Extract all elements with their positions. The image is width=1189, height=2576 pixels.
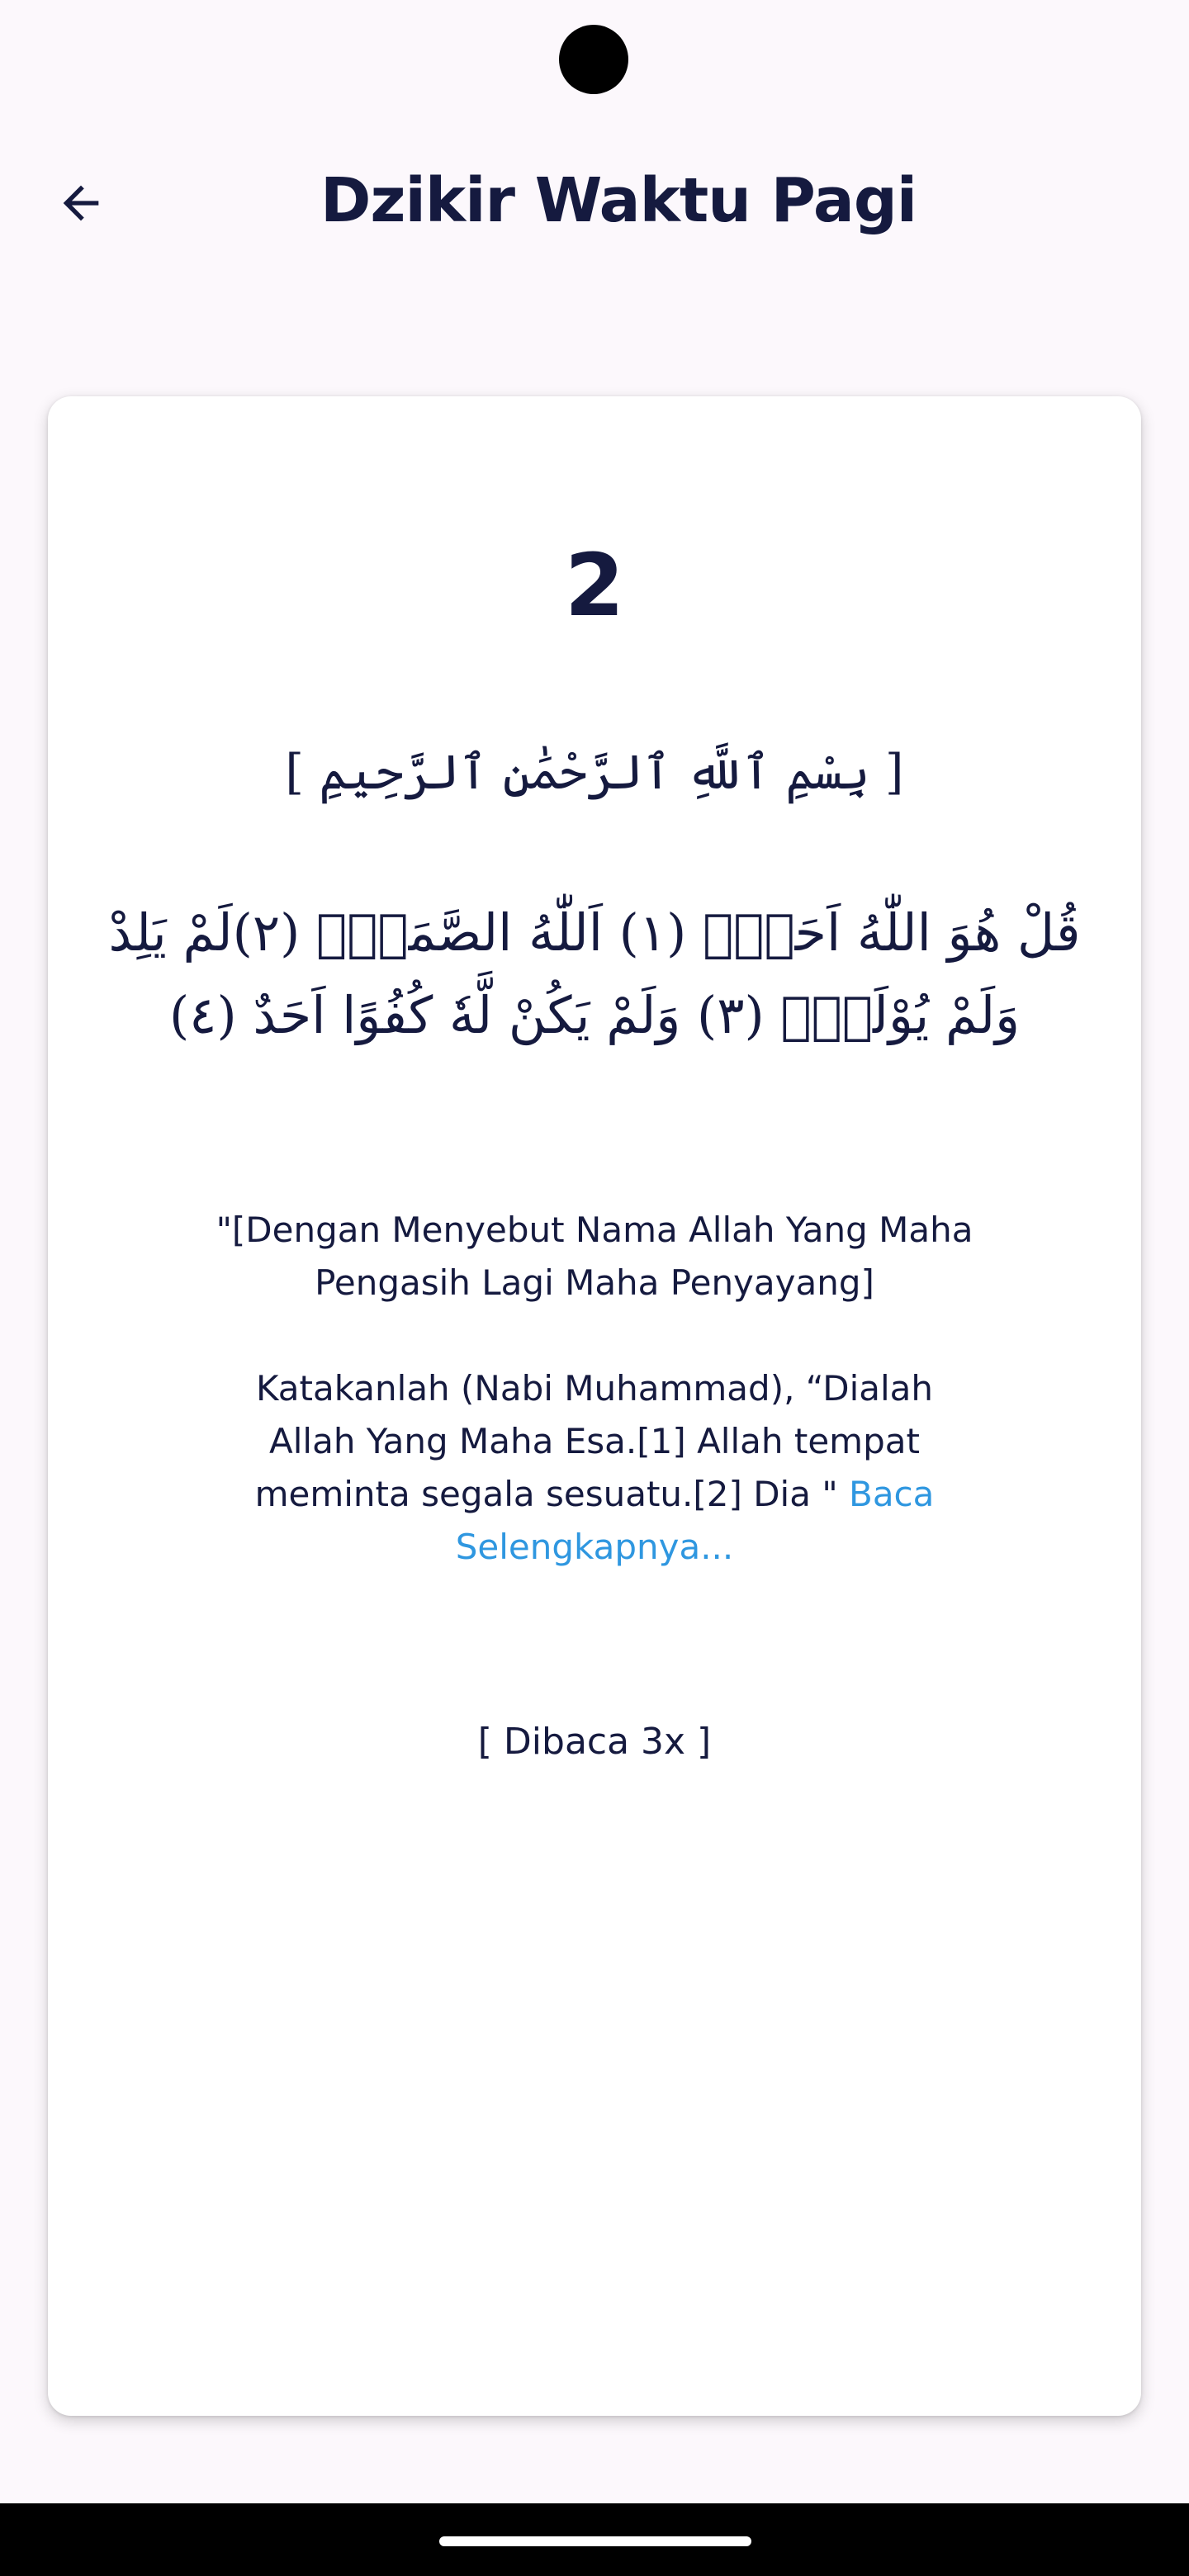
arrow-left-icon xyxy=(54,177,107,230)
dzikir-number: 2 xyxy=(564,535,625,636)
status-bar xyxy=(0,0,1189,124)
dzikir-card xyxy=(48,396,1141,2416)
home-indicator[interactable] xyxy=(439,2536,751,2546)
translation-text xyxy=(213,1204,976,1574)
arabic-basmala: [ بِسْمِ ٱللَّهِ ٱلرَّحْمَٰنِ ٱلرَّحِيمِ ] xyxy=(285,744,904,800)
camera-cutout xyxy=(559,25,628,94)
translation-paragraph xyxy=(213,1362,976,1574)
read-more-link[interactable]: Baca Selengkapnya... xyxy=(455,1474,935,1567)
arabic-verse: قُلْ هُوَ اللّٰهُ اَحَدٌۚ (١) اَللّٰهُ الصَّمَدُۚ (٢)لَمْ يَلِدْ وَلَمْ يُوْلَدْۙ (٣) وَلَمْ يَكُنْ لَّهٗ كُفُوًا اَحَدٌ (٤) xyxy=(108,902,1081,1045)
system-nav-bar xyxy=(0,2503,1189,2576)
paragraph-gap xyxy=(213,1309,976,1362)
translation-basmala: "[Dengan Menyebut Nama Allah Yang Maha Pengasih Lagi Maha Penyayang] xyxy=(216,1210,973,1303)
back-button[interactable] xyxy=(41,163,121,243)
translation-excerpt: Katakanlah (Nabi Muhammad), “Dialah Allah Yang Maha Esa.[1] Allah tempat meminta segala sesuatu.[2] Dia " xyxy=(254,1368,934,1514)
app-bar xyxy=(0,140,1189,264)
repeat-count-note: [ Dibaca 3x ] xyxy=(477,1721,712,1763)
page-title: Dzikir Waktu Pagi xyxy=(320,165,917,236)
